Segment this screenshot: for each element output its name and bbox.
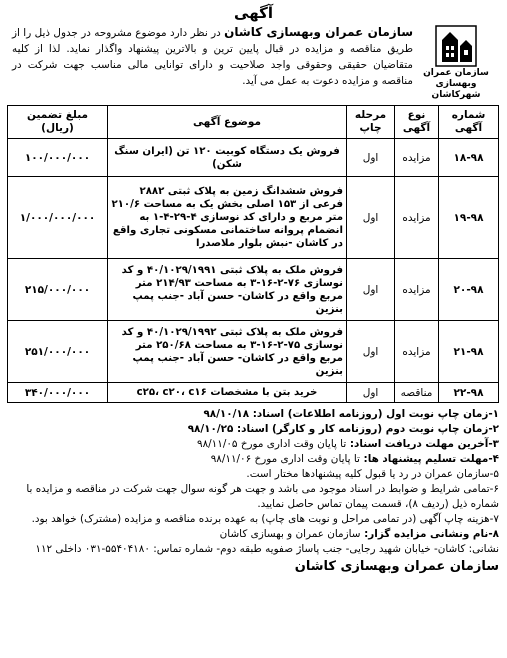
note-label: ۸-نام ونشانی مزایده گزار:	[360, 528, 499, 540]
note-item	[8, 512, 499, 527]
table-header-row	[8, 106, 499, 139]
note-label: ۴-مهلت تسلیم پیشنهاد ها:	[359, 453, 499, 465]
note-label: ۱-زمان چاپ نوبت اول (روزنامه اطلاعات) اسناد:	[249, 408, 499, 420]
note-value: ۶-تمامی شرایط و ضوابط در اسناد موجود می باشد و جهت هر گونه سوال جهت شرکت در مناقصه و مزایده با شماره ذیل (ردیف ۸)، قسمت پیمان تماس حاصل نمایید.	[26, 483, 499, 510]
cell-stage: اول	[347, 139, 395, 177]
note-value: ۵-سازمان عمران در رد یا قبول کلیه پیشنهادها مختار است.	[246, 468, 499, 480]
org-logo	[413, 24, 499, 101]
logo-caption-2: وبهسازی شهرکاشان	[431, 79, 481, 100]
cell-amount: ۱/۰۰۰/۰۰۰/۰۰۰	[8, 177, 108, 259]
note-label: ۳-آخرین مهلت دریافت اسناد:	[346, 438, 499, 450]
note-item	[8, 407, 499, 422]
logo-caption-1: سازمان عمران	[423, 68, 489, 78]
note-item	[8, 422, 499, 437]
col-header-type: نوع آگهی	[395, 106, 439, 139]
cell-type: مزایده	[395, 139, 439, 177]
cell-number: ۱۹-۹۸	[439, 177, 499, 259]
cell-amount: ۳۴۰/۰۰۰/۰۰۰	[8, 383, 108, 403]
note-value: ۹۸/۱۰/۲۵	[187, 423, 234, 435]
cell-number: ۲۱-۹۸	[439, 321, 499, 383]
ad-title: آگهی	[234, 4, 273, 22]
cell-subject: فروش ملک به پلاک ثبتی ۴۰/۱۰۲۹/۱۹۹۱ و کد نوسازی ۷۶-۲-۱۶-۳ به مساحت ۲۱۴/۹۳ متر مربع واقع در کاشان- حسن آباد -جنب پمپ بنزین	[108, 259, 347, 321]
cell-type: مزایده	[395, 177, 439, 259]
building-logo-icon	[434, 24, 478, 68]
cell-stage: اول	[347, 177, 395, 259]
table-row	[8, 259, 499, 321]
note-item	[8, 437, 499, 452]
intro-paragraph	[8, 24, 413, 89]
note-value: تا پایان وقت اداری مورخ ۹۸/۱۱/۰۵	[197, 438, 347, 450]
table-row	[8, 321, 499, 383]
signature: سازمان عمران وبهسازی کاشان	[294, 559, 499, 574]
cell-amount: ۲۱۵/۰۰۰/۰۰۰	[8, 259, 108, 321]
table-row	[8, 177, 499, 259]
cell-stage: اول	[347, 321, 395, 383]
cell-subject: خرید بتن با مشخصات c۲۵، c۲۰، c۱۶	[108, 383, 347, 403]
cell-number: ۲۲-۹۸	[439, 383, 499, 403]
cell-stage: اول	[347, 383, 395, 403]
note-item	[8, 527, 499, 542]
note-item	[8, 482, 499, 512]
cell-type: مزایده	[395, 321, 439, 383]
col-header-number: شماره آگهی	[439, 106, 499, 139]
cell-type: مزایده	[395, 259, 439, 321]
note-item	[8, 467, 499, 482]
notes-list	[8, 407, 499, 557]
note-label: ۲-زمان چاپ نوبت دوم (روزنامه کار و کارگر) اسناد:	[233, 423, 499, 435]
intro-text: در نظر دارد موضوع مشروحه در جدول ذیل را از طریق مناقصه و مزایده در قبال پایین ترین و بالاترین پیشنهاد واگذار نماید. لذا از کلیه متقاضیان حقیقی وحقوقی واجد صلاحیت و دارای توانایی مالی مناسب جهت شرکت در مناقصه و مزایده دعوت به عمل می آید.	[12, 27, 413, 87]
col-header-amount: مبلغ تضمین (ریال)	[8, 106, 108, 139]
note-value: سازمان عمران و بهسازی کاشان	[219, 528, 361, 540]
note-value: نشانی: کاشان- خیابان شهید رجایی- جنب پاساژ صفویه طبقه دوم- شماره تماس: ۵۵۴۰۴۱۸۰-۰۳۱ داخلی ۱۱۲	[35, 543, 499, 555]
intro-org-name: سازمان عمران وبهسازی کاشان	[224, 25, 414, 39]
note-value: ۷-هزینه چاپ آگهی (در تمامی مراحل و نوبت های چاپ) به عهده برنده مناقصه و مزایده (مشترک) خواهد بود.	[31, 513, 499, 525]
ad-header	[8, 24, 499, 101]
cell-subject: فروش ملک به پلاک ثبتی ۴۰/۱۰۲۹/۱۹۹۲ و کد نوسازی ۷۵-۲-۱۶-۳ به مساحت ۲۵۰/۶۸ متر مربع واقع در کاشان- حسن آباد -جنب پمپ بنزین	[108, 321, 347, 383]
tender-table	[7, 105, 499, 403]
cell-subject: فروش یک دستگاه کوبیت ۱۲۰ تن (ایران سنگ شکن)	[108, 139, 347, 177]
note-value: تا پایان وقت اداری مورخ ۹۸/۱۱/۰۶	[210, 453, 360, 465]
note-item	[8, 452, 499, 467]
cell-stage: اول	[347, 259, 395, 321]
table-row	[8, 383, 499, 403]
cell-amount: ۱۰۰/۰۰۰/۰۰۰	[8, 139, 108, 177]
cell-type: مناقصه	[395, 383, 439, 403]
cell-number: ۲۰-۹۸	[439, 259, 499, 321]
cell-amount: ۲۵۱/۰۰۰/۰۰۰	[8, 321, 108, 383]
note-value: ۹۸/۱۰/۱۸	[203, 408, 250, 420]
cell-subject: فروش ششدانگ زمین به پلاک ثبتی ۲۸۸۲ فرعی از ۱۵۳ اصلی بخش یک به مساحت ۲۱۰/۶ متر مربع و دارای کد نوسازی ۴-۲۹-۴-۱ به انضمام پروانه ساختمانی مسکونی تجاری واقع در کاشان -نبش بلوار ملاصدرا	[108, 177, 347, 259]
cell-number: ۱۸-۹۸	[439, 139, 499, 177]
col-header-stage: مرحله چاپ	[347, 106, 395, 139]
table-row	[8, 139, 499, 177]
col-header-subject: موضوع آگهی	[108, 106, 347, 139]
note-item	[8, 542, 499, 557]
